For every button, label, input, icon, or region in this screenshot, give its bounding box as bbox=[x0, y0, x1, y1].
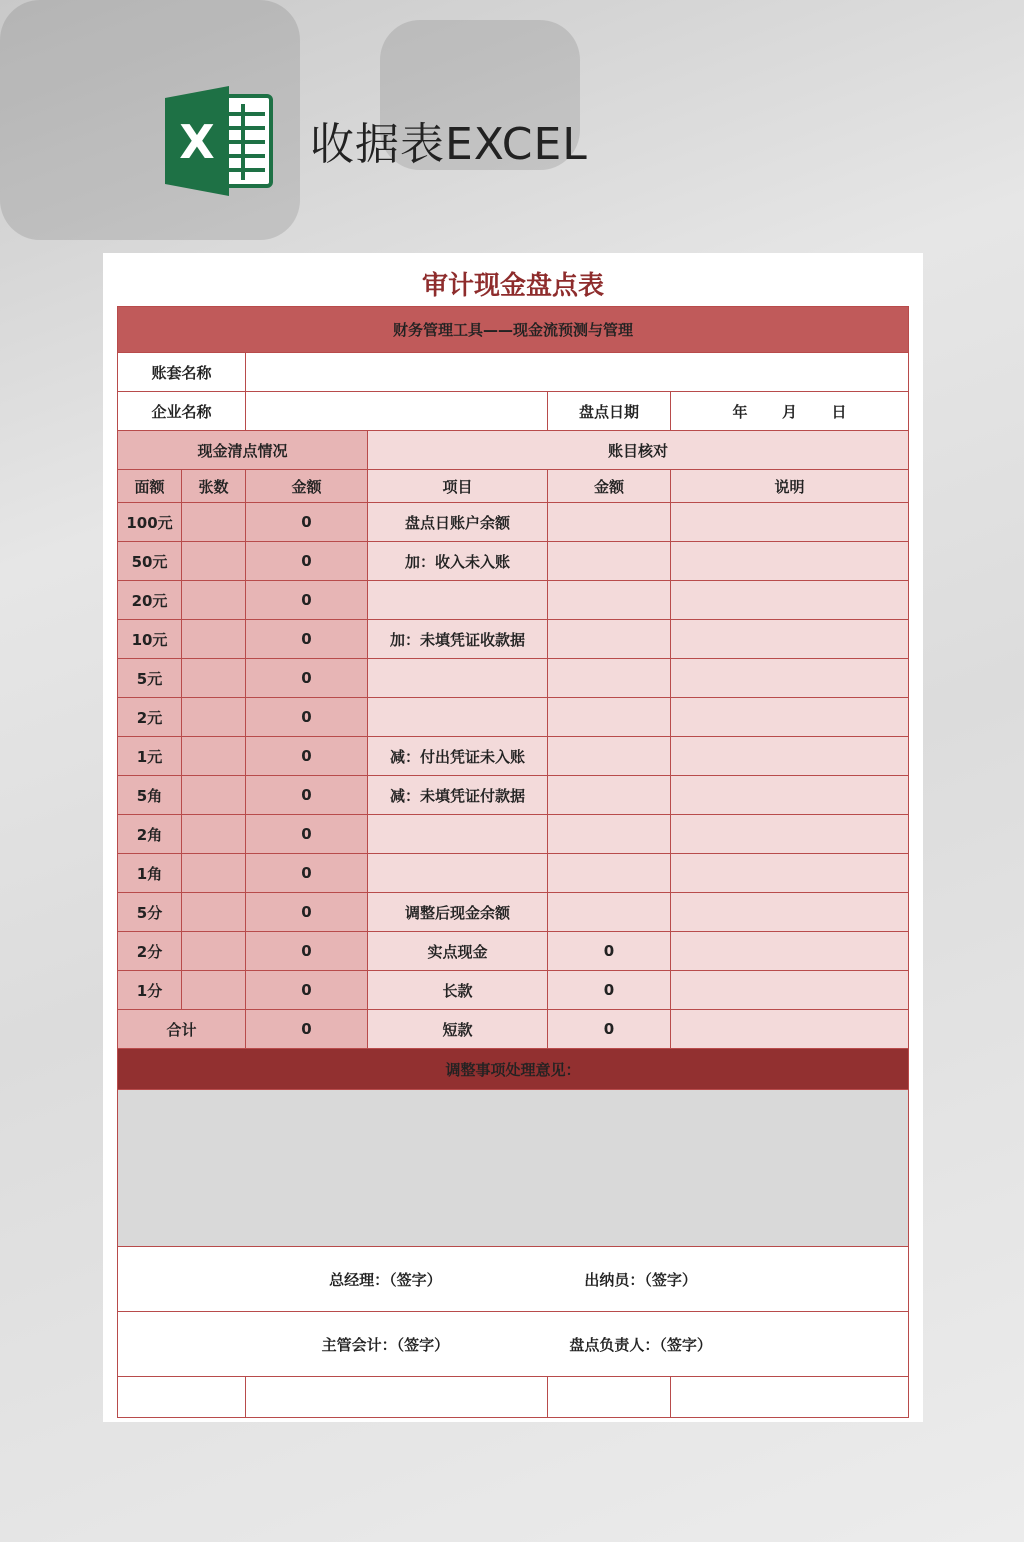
item-amount-cell[interactable] bbox=[548, 620, 671, 659]
item-amount-cell[interactable] bbox=[548, 503, 671, 542]
cash-section-header: 现金清点情况 bbox=[118, 431, 368, 470]
item-amount-cell[interactable] bbox=[548, 815, 671, 854]
face-value-cell: 5分 bbox=[118, 893, 182, 932]
count-cell[interactable] bbox=[182, 659, 246, 698]
col-amount: 金额 bbox=[246, 470, 368, 503]
excel-icon bbox=[165, 86, 275, 196]
footer-cell bbox=[118, 1377, 246, 1418]
amount-cell: 0 bbox=[246, 737, 368, 776]
date-day: 日 bbox=[831, 402, 847, 421]
note-cell[interactable] bbox=[671, 698, 909, 737]
amount-cell: 0 bbox=[246, 776, 368, 815]
app-title: 收据表EXCEL bbox=[310, 119, 588, 170]
account-set-input[interactable] bbox=[246, 353, 909, 392]
company-input[interactable] bbox=[246, 392, 548, 431]
face-value-cell: 2元 bbox=[118, 698, 182, 737]
col-count: 张数 bbox=[182, 470, 246, 503]
item-cell bbox=[368, 815, 548, 854]
item-amount-cell[interactable] bbox=[548, 581, 671, 620]
table-row bbox=[118, 659, 909, 698]
short-note[interactable] bbox=[671, 1010, 909, 1049]
face-value-cell: 1角 bbox=[118, 854, 182, 893]
count-cell[interactable] bbox=[182, 971, 246, 1010]
amount-cell: 0 bbox=[246, 932, 368, 971]
col-item-amount: 金额 bbox=[548, 470, 671, 503]
count-cell[interactable] bbox=[182, 503, 246, 542]
note-cell[interactable] bbox=[671, 893, 909, 932]
note-cell[interactable] bbox=[671, 737, 909, 776]
item-amount-cell[interactable] bbox=[548, 542, 671, 581]
face-value-cell: 20元 bbox=[118, 581, 182, 620]
item-amount-cell[interactable] bbox=[548, 737, 671, 776]
note-cell[interactable] bbox=[671, 971, 909, 1010]
count-cell[interactable] bbox=[182, 854, 246, 893]
amount-cell: 0 bbox=[246, 971, 368, 1010]
count-cell[interactable] bbox=[182, 698, 246, 737]
table-row bbox=[118, 932, 909, 971]
face-value-cell: 50元 bbox=[118, 542, 182, 581]
note-cell[interactable] bbox=[671, 581, 909, 620]
footer-cell bbox=[548, 1377, 671, 1418]
item-amount-cell[interactable] bbox=[548, 893, 671, 932]
item-amount-cell[interactable]: 0 bbox=[548, 971, 671, 1010]
item-cell: 加：收入未入账 bbox=[368, 542, 548, 581]
count-cell[interactable] bbox=[182, 893, 246, 932]
date-month: 月 bbox=[782, 402, 798, 421]
col-note: 说明 bbox=[671, 470, 909, 503]
item-cell: 加：未填凭证收款据 bbox=[368, 620, 548, 659]
total-label: 合计 bbox=[118, 1010, 246, 1049]
col-item: 项目 bbox=[368, 470, 548, 503]
amount-cell: 0 bbox=[246, 620, 368, 659]
item-cell: 实点现金 bbox=[368, 932, 548, 971]
subtitle-band: 财务管理工具——现金流预测与管理 bbox=[118, 307, 909, 353]
cashier-signature[interactable]: 出纳员：（签字） bbox=[584, 1270, 697, 1289]
face-value-cell: 5元 bbox=[118, 659, 182, 698]
note-cell[interactable] bbox=[671, 620, 909, 659]
table-row bbox=[118, 893, 909, 932]
amount-cell: 0 bbox=[246, 542, 368, 581]
total-amount: 0 bbox=[246, 1010, 368, 1049]
adjust-band: 调整事项处理意见： bbox=[118, 1049, 909, 1090]
table-row bbox=[118, 815, 909, 854]
note-cell[interactable] bbox=[671, 542, 909, 581]
sheet-title: 审计现金盘点表 bbox=[421, 271, 604, 301]
amount-cell: 0 bbox=[246, 659, 368, 698]
face-value-cell: 1分 bbox=[118, 971, 182, 1010]
table-row bbox=[118, 581, 909, 620]
company-label: 企业名称 bbox=[118, 392, 246, 431]
count-cell[interactable] bbox=[182, 776, 246, 815]
amount-cell: 0 bbox=[246, 581, 368, 620]
excel-icon-letter: X bbox=[179, 115, 215, 169]
item-amount-cell[interactable]: 0 bbox=[548, 932, 671, 971]
table-row bbox=[118, 542, 909, 581]
face-value-cell: 100元 bbox=[118, 503, 182, 542]
signature-row-1 bbox=[118, 1247, 909, 1312]
amount-cell: 0 bbox=[246, 503, 368, 542]
account-set-label: 账套名称 bbox=[118, 353, 246, 392]
item-cell bbox=[368, 698, 548, 737]
item-amount-cell[interactable] bbox=[548, 698, 671, 737]
item-cell bbox=[368, 581, 548, 620]
col-face-value: 面额 bbox=[118, 470, 182, 503]
table-row bbox=[118, 737, 909, 776]
face-value-cell: 2分 bbox=[118, 932, 182, 971]
count-cell[interactable] bbox=[182, 542, 246, 581]
count-lead-signature[interactable]: 盘点负责人：（签字） bbox=[569, 1335, 712, 1354]
table-row bbox=[118, 503, 909, 542]
item-cell: 长款 bbox=[368, 971, 548, 1010]
reconcile-section-header: 账目核对 bbox=[368, 431, 909, 470]
short-label: 短款 bbox=[368, 1010, 548, 1049]
amount-cell: 0 bbox=[246, 893, 368, 932]
count-cell[interactable] bbox=[182, 620, 246, 659]
table-row bbox=[118, 971, 909, 1010]
adjust-notes-area[interactable] bbox=[118, 1090, 909, 1247]
count-cell[interactable] bbox=[182, 737, 246, 776]
count-date-input[interactable] bbox=[671, 392, 909, 431]
amount-cell: 0 bbox=[246, 815, 368, 854]
chief-accountant-signature[interactable]: 主管会计：（签字） bbox=[321, 1335, 450, 1354]
item-amount-cell[interactable] bbox=[548, 854, 671, 893]
item-amount-cell[interactable] bbox=[548, 659, 671, 698]
count-cell[interactable] bbox=[182, 932, 246, 971]
count-cell[interactable] bbox=[182, 815, 246, 854]
date-year: 年 bbox=[732, 402, 748, 421]
item-cell: 盘点日账户余额 bbox=[368, 503, 548, 542]
footer-cell bbox=[246, 1377, 548, 1418]
page-header bbox=[165, 86, 865, 196]
note-cell[interactable] bbox=[671, 815, 909, 854]
item-cell: 减：付出凭证未入账 bbox=[368, 737, 548, 776]
face-value-cell: 10元 bbox=[118, 620, 182, 659]
count-date-label: 盘点日期 bbox=[548, 392, 671, 431]
footer-cell bbox=[671, 1377, 909, 1418]
cash-count-sheet bbox=[103, 253, 923, 1422]
item-amount-cell[interactable] bbox=[548, 776, 671, 815]
item-cell: 减：未填凭证付款据 bbox=[368, 776, 548, 815]
table-row bbox=[118, 776, 909, 815]
signature-row-2 bbox=[118, 1312, 909, 1377]
count-cell[interactable] bbox=[182, 581, 246, 620]
table-row bbox=[118, 698, 909, 737]
face-value-cell: 5角 bbox=[118, 776, 182, 815]
face-value-cell: 1元 bbox=[118, 737, 182, 776]
item-cell bbox=[368, 659, 548, 698]
note-cell[interactable] bbox=[671, 932, 909, 971]
cash-count-table bbox=[117, 306, 909, 1418]
table-row bbox=[118, 854, 909, 893]
note-cell[interactable] bbox=[671, 503, 909, 542]
general-manager-signature[interactable]: 总经理：（签字） bbox=[329, 1270, 442, 1289]
item-cell: 调整后现金余额 bbox=[368, 893, 548, 932]
amount-cell: 0 bbox=[246, 854, 368, 893]
note-cell[interactable] bbox=[671, 659, 909, 698]
item-cell bbox=[368, 854, 548, 893]
table-row bbox=[118, 620, 909, 659]
note-cell[interactable] bbox=[671, 776, 909, 815]
note-cell[interactable] bbox=[671, 854, 909, 893]
amount-cell: 0 bbox=[246, 698, 368, 737]
face-value-cell: 2角 bbox=[118, 815, 182, 854]
short-amount: 0 bbox=[548, 1010, 671, 1049]
